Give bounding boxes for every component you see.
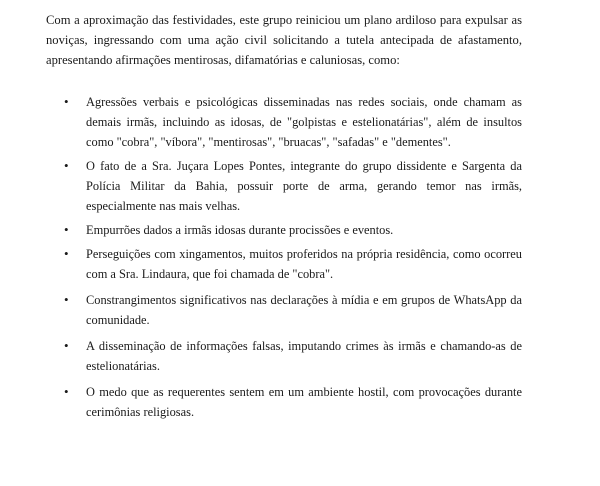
- bullet-icon: •: [64, 384, 69, 399]
- list-item-text: Constrangimentos significativos nas declarações à mídia e em grupos de WhatsApp da comunidade.: [86, 293, 522, 327]
- list-item: [64, 382, 522, 422]
- document-page: [46, 10, 522, 419]
- list-item-text: O fato de a Sra. Juçara Lopes Pontes, integrante do grupo dissidente e Sargenta da Polícia Militar da Bahia, possuir porte de arma, gerando temor nas irmãs, especialmente nas mais velhas.: [86, 159, 522, 213]
- list-item: [64, 336, 522, 376]
- bullet-icon: •: [64, 246, 69, 261]
- bullet-icon: •: [64, 158, 69, 173]
- bullet-icon: •: [64, 94, 69, 109]
- allegations-list: [64, 92, 522, 422]
- intro-paragraph: Com a aproximação das festividades, este grupo reiniciou um plano ardiloso para expulsar as noviças, ingressando com uma ação civil solicitando a tutela antecipada de afastamento, apresentando afirmações mentirosas, difamatórias e caluniosas, como:: [46, 13, 522, 67]
- list-item-text: Empurrões dados a irmãs idosas durante procissões e eventos.: [86, 223, 394, 237]
- list-item-text: O medo que as requerentes sentem em um ambiente hostil, com provocações durante cerimônias religiosas.: [86, 385, 522, 419]
- list-item: [64, 220, 522, 240]
- bullet-icon: •: [64, 222, 69, 237]
- list-item-text: Perseguições com xingamentos, muitos proferidos na própria residência, como ocorreu com a Sra. Lindaura, que foi chamada de "cobra".: [86, 247, 522, 281]
- bullet-icon: •: [64, 338, 69, 353]
- list-item-text: Agressões verbais e psicológicas disseminadas nas redes sociais, onde chamam as demais irmãs, incluindo as idosas, de "golpistas e estelionatárias", além de insultos como "cobra", "víbora", "mentirosas", "bruacas", "safadas" e "dementes".: [86, 95, 522, 149]
- list-item: [64, 156, 522, 216]
- bullet-icon: •: [64, 292, 69, 307]
- list-item: [64, 290, 522, 330]
- list-item: [64, 244, 522, 284]
- list-item: [64, 92, 522, 152]
- list-item-text: A disseminação de informações falsas, imputando crimes às irmãs e chamando-as de estelionatárias.: [86, 339, 522, 373]
